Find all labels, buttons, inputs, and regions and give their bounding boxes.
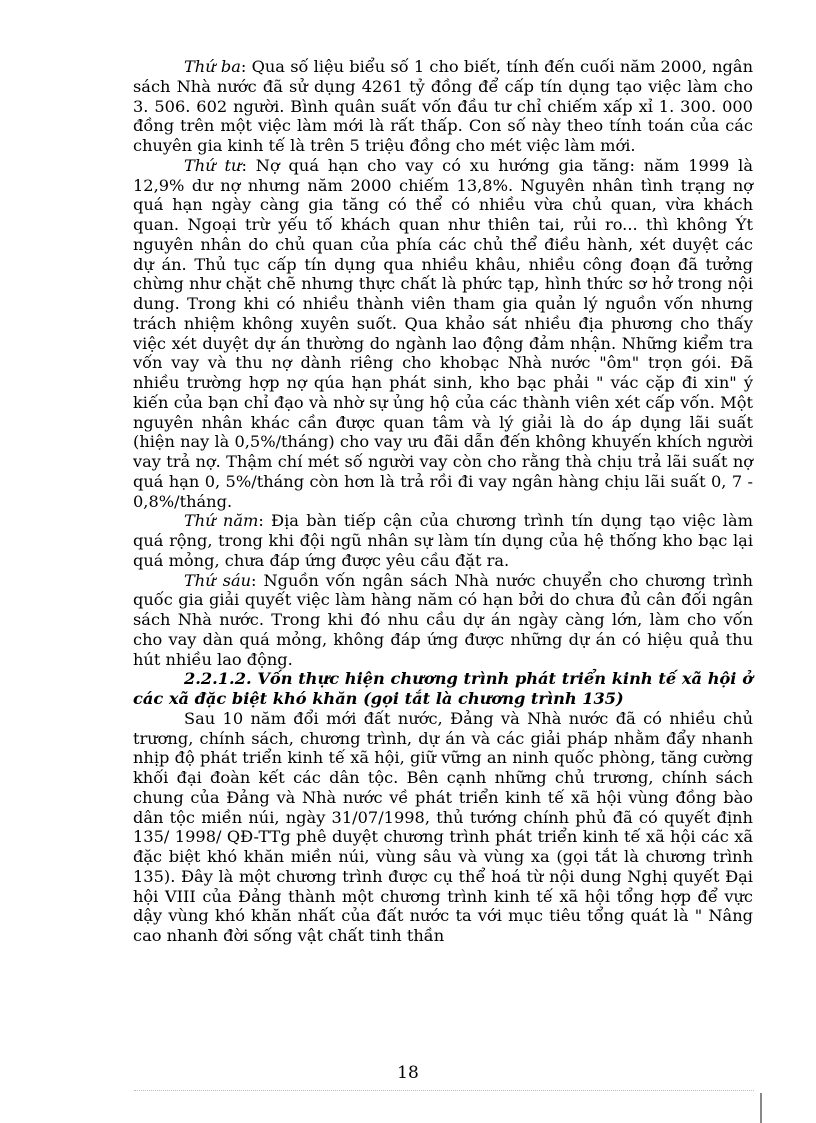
paragraph-thu-nam	[133, 511, 753, 570]
page-corner-mark	[760, 1093, 762, 1123]
paragraph-lead: Thứ năm	[184, 511, 259, 531]
paragraph-text: : Nợ quá hạn cho vay có xu hướng gia tăng: năm 1999 là 12,9% dư nợ nhưng năm 2000 chiếm 13,8%. Nguyên nhân tình trạng nợ quá hạn ngày càng gia tăng có thể có nhiều vừa chủ quan, vừa khách quan. Ngoại trừ yếu tố khách quan như thiên tai, rủi ro... thì không Ýt nguyên nhân do chủ quan của phía các chủ thể điều hành, xét duyệt các dự án. Thủ tục cấp tín dụng qua nhiều khâu, nhiều công đoạn đã tưởng chừng như chặt chẽ nhưng thực chất là phức tạp, hình thức sơ hở trong nội dung. Trong khi có nhiều thành viên tham gia quản lý nguồn vốn nhưng trách nhiệm không xuyên suốt. Qua khảo sát nhiều địa phương cho thấy việc xét duyệt dự án thường do ngành lao động đảm nhận. Những kiểm tra vốn vay và thu nợ dành riêng cho khobạc Nhà nước "ôm" trọn gói. Đã nhiều trường hợp nợ qúa hạn phát sinh, kho bạc phải " vác cặp đi xin" ý kiến của bạn chỉ đạo và nhờ sự ủng hộ của các thành viên xét cấp vốn. Một nguyên nhân khác cần được quan tâm và lý giải là do áp dụng lãi suất (hiện nay là 0,5%/tháng) cho vay ưu đãi dẫn đến không khuyến khích người vay trả nợ. Thậm chí mét số người vay còn cho rằng thà chịu trả lãi suất nợ quá hạn 0, 5%/tháng còn hơn là trả rồi đi vay ngân hàng chịu lãi suất 0, 7 - 0,8%/tháng.	[133, 155, 753, 511]
section-heading: 2.2.1.2. Vốn thực hiện chương trình phát triển kinh tế xã hội ở các xã đặc biệt khó khăn (gọi tắt là chương trình 135)	[133, 669, 753, 708]
page-bottom-divider	[134, 1090, 754, 1091]
paragraph-lead: Thứ tư	[184, 155, 242, 175]
paragraph-lead: Thứ sáu	[184, 570, 252, 590]
paragraph-lead: Thứ ba	[184, 57, 241, 76]
page-number: 18	[397, 1063, 419, 1083]
paragraph-closing: Sau 10 năm đổi mới đất nước, Đảng và Nhà nước đã có nhiều chủ trương, chính sách, chương trình, dự án và các giải pháp nhằm đẩy nhanh nhịp độ phát triển kinh tế xã hội, giữ vững an ninh quốc phòng, tăng cường khối đại đoàn kết các dân tộc. Bên cạnh những chủ trương, chính sách chung của Đảng và Nhà nước về phát triển kinh tế xã hội vùng đồng bào dân tộc miền núi, ngày 31/07/1998, thủ tướng chính phủ đã có quyết định 135/ 1998/ QĐ-TTg phê duyệt chương trình phát triển kinh tế xã hội các xã đặc biệt khó khăn miền núi, vùng sâu và vùng xa (gọi tắt là chương trình 135). Đây là một chương trình được cụ thể hoá từ nội dung Nghị quyết Đại hội VIII của Đảng thành một chương trình kinh tế xã hội tổng hợp để vực dậy vùng khó khăn nhất của đất nước ta với mục tiêu tổng quát là " Nâng cao nhanh đời sống vật chất tinh thần	[133, 708, 753, 945]
paragraph-thu-ba	[133, 57, 753, 156]
paragraph-text: : Nguồn vốn ngân sách Nhà nước chuyển cho chương trình quốc gia giải quyết việc làm hàng năm có hạn bởi do chưa đủ cân đối ngân sách Nhà nước. Trong khi đó nhu cầu dự án ngày càng lớn, làm cho vốn cho vay dàn quá mỏng, không đáp ứng được những dự án có hiệu quả thu hút nhiều lao động.	[133, 570, 753, 669]
paragraph-thu-sau	[133, 571, 753, 670]
document-body	[133, 57, 753, 946]
paragraph-text: : Qua số liệu biểu số 1 cho biết, tính đến cuối năm 2000, ngân sách Nhà nước đã sử dụng 4261 tỷ đồng để cấp tín dụng tạo việc làm cho 3. 506. 602 người. Bình quân suất vốn đầu tư chỉ chiếm xấp xỉ 1. 300. 000 đồng trên một việc làm mới là rất thấp. Con số này theo tính toán của các chuyên gia kinh tế là trên 5 triệu đồng cho mét việc làm mới.	[133, 57, 753, 155]
paragraph-text: : Địa bàn tiếp cận của chương trình tín dụng tạo việc làm quá rộng, trong khi đội ngũ nhân sự làm tín dụng của hệ thống kho bạc lại quá mỏng, chưa đáp ứng được yêu cầu đặt ra.	[133, 511, 753, 570]
paragraph-thu-tu	[133, 156, 753, 512]
